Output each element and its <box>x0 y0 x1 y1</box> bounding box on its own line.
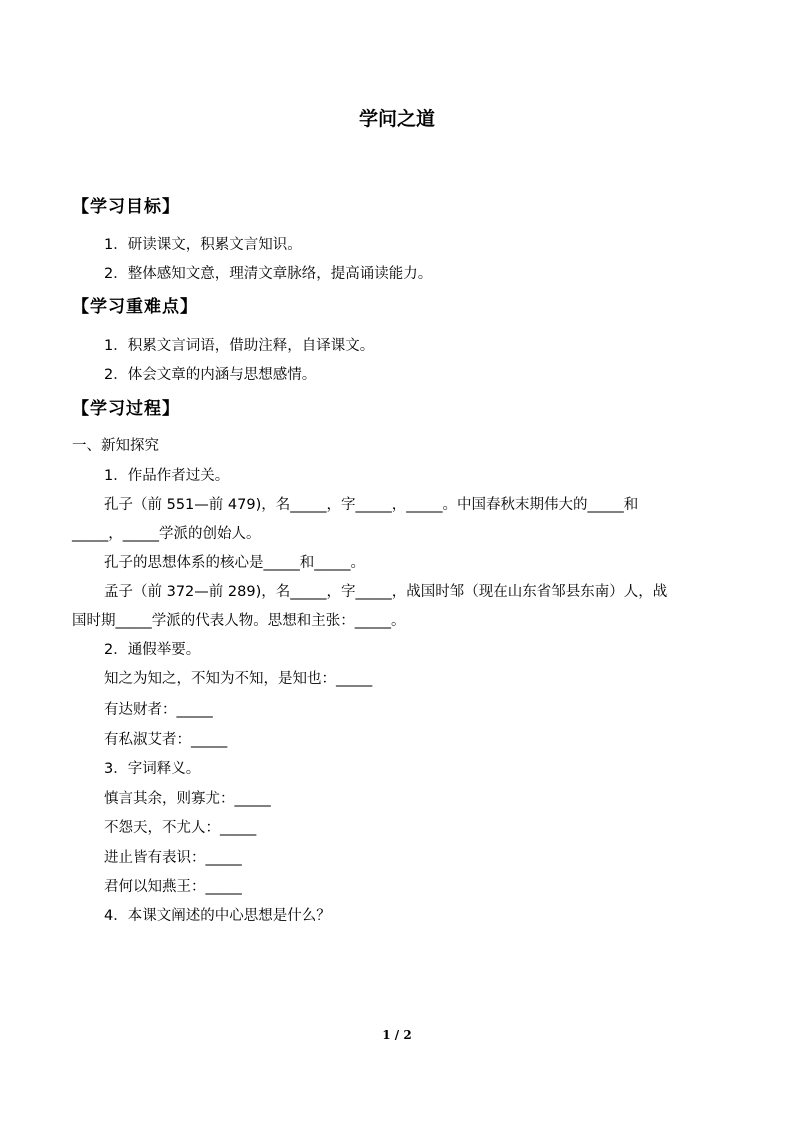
process-line-9: 有达财者：_____ <box>104 702 213 718</box>
process-line-4: 孔子的思想体系的核心是_____和_____。 <box>104 555 365 571</box>
keypoint-item-2: 2．体会文章的内涵与思想感情。 <box>104 367 317 383</box>
process-line-5: 孟子（前 372—前 289)，名_____，字_____，战国时邹（现在山东省邹县东南）人，战 <box>104 584 668 600</box>
section-heading-keypoints: 【学习重难点】 <box>72 297 198 317</box>
keypoint-item-1: 1．积累文言词语，借助注释，自译课文。 <box>104 338 375 354</box>
process-line-8: 知之为知之，不知为不知，是知也：_____ <box>104 671 373 687</box>
process-line-11: 3．字词释义。 <box>104 761 201 777</box>
process-line-6: 国时期_____学派的代表人物。思想和主张：_____。 <box>72 613 406 629</box>
page-title: 学问之道 <box>358 108 435 130</box>
page-number: 1 / 2 <box>382 1028 412 1042</box>
part-heading: 一、新知探究 <box>72 438 159 454</box>
process-line-1: 1．作品作者过关。 <box>104 468 230 484</box>
process-line-16: 4．本课文阐述的中心思想是什么？ <box>104 908 331 924</box>
process-line-13: 不怨天，不尤人：_____ <box>104 820 257 836</box>
section-heading-process: 【学习过程】 <box>72 399 180 419</box>
section-heading-goals: 【学习目标】 <box>72 197 180 217</box>
process-line-7: 2．通假举要。 <box>104 642 201 658</box>
process-line-2: 孔子（前 551—前 479)，名_____，字_____，_____。中国春秋末期伟大的_____和 <box>104 497 639 513</box>
goal-item-2: 2．整体感知文意，理清文章脉络，提高诵读能力。 <box>104 266 433 282</box>
goal-item-1: 1．研读课文，积累文言知识。 <box>104 237 302 253</box>
process-line-10: 有私淑艾者：_____ <box>104 732 228 748</box>
process-line-3: _____，_____学派的创始人。 <box>72 526 261 542</box>
process-line-15: 君何以知燕王：_____ <box>104 879 242 895</box>
process-line-14: 进止皆有表识：_____ <box>104 850 242 866</box>
process-line-12: 慎言其余，则寡尤：_____ <box>104 791 271 807</box>
